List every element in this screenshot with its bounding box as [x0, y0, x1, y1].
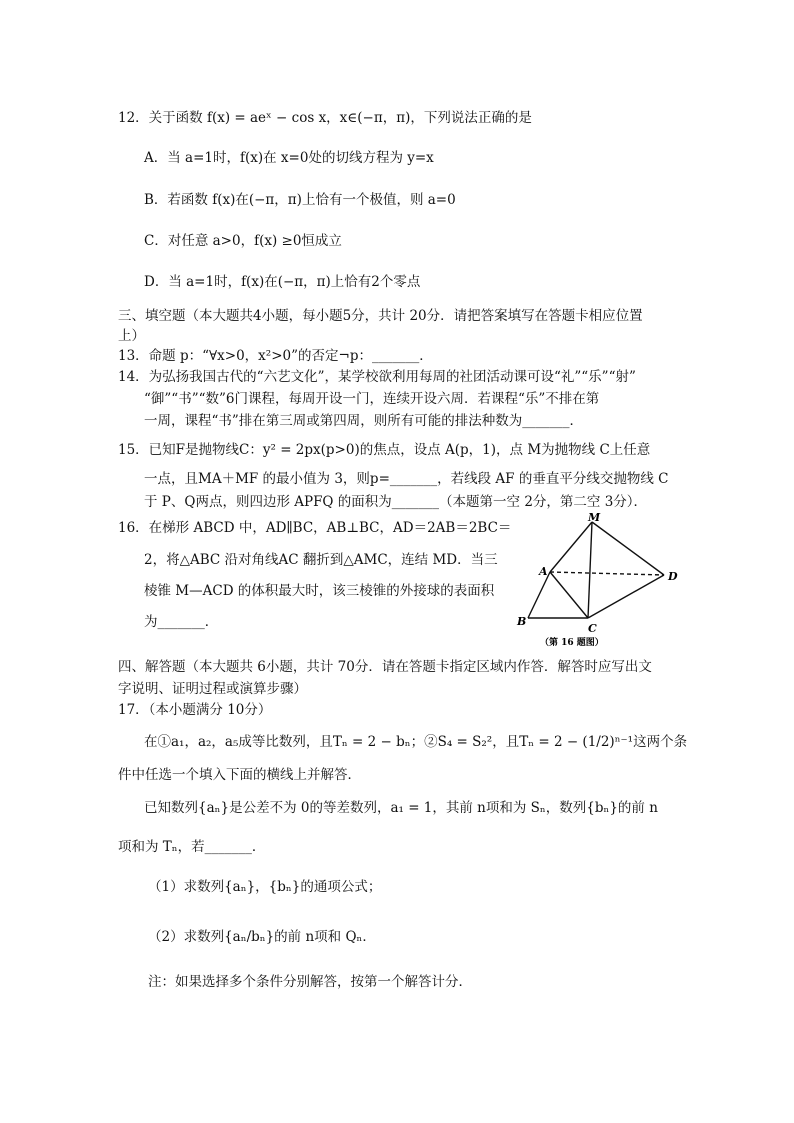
- section3-heading: 三、填空题（本大题共4小题，每小题5分，共计 20分．请把答案填写在答题卡相应位置: [118, 308, 643, 324]
- q16-line-4: 为_______．: [144, 614, 219, 630]
- q17-header: 17．（本小题满分 10分）: [118, 702, 272, 718]
- label-b: B: [517, 615, 527, 628]
- q17-choice-line-2: 件中任选一个填入下面的横线上并解答．: [118, 767, 361, 783]
- q16-line-1: 16．在梯形 ABCD 中，AD∥BC，AB⊥BC，AD＝2AB＝2BC＝: [118, 520, 512, 536]
- q17-given-2: 项和为 Tₙ，若_______．: [118, 839, 266, 855]
- q17-part-1: （1）求数列{aₙ}，{bₙ}的通项公式；: [148, 879, 382, 895]
- q15-line-1: 15．已知F是抛物线C：y² = 2px(p>0)的焦点，设点 A(p，1)，点 M为抛物线 C上任意: [118, 442, 651, 458]
- section4-heading-cont: 字说明、证明过程或演算步骤）: [118, 681, 307, 697]
- edge-mc: [588, 522, 592, 618]
- q13-text: 13．命题 p：“∀x>0，x²>0”的否定¬p：_______．: [118, 348, 433, 364]
- label-c: C: [588, 622, 597, 635]
- edge-ac: [550, 572, 588, 618]
- edge-md: [592, 522, 664, 575]
- q14-line-1: 14．为弘扬我国古代的“六艺文化”，某学校欲利用每周的社团活动课可设“礼”“乐”“射”: [118, 369, 636, 385]
- q16-line-2: 2，将△ABC 沿对角线AC 翻折到△AMC，连结 MD．当三: [144, 552, 498, 568]
- q12-option-b: B．若函数 f(x)在(−π，π)上恰有一个极值，则 a=0: [144, 192, 456, 208]
- q15-line-3: 于 P、Q两点，则四边形 APFQ 的面积为_______（本题第一空 2分，第二空 3分）．: [144, 494, 648, 510]
- label-m: M: [588, 512, 601, 524]
- figure-caption: （第 16 题图）: [540, 638, 604, 648]
- edge-ab: [528, 572, 550, 618]
- q14-line-2: “御”“书”“数”6门课程，每周开设一门，连续开设六周．若课程“乐”不排在第: [144, 391, 600, 407]
- q12-option-a: A．当 a=1时，f(x)在 x=0处的切线方程为 y=x: [144, 150, 434, 166]
- edge-cd: [588, 575, 664, 618]
- edge-ad-dashed: [550, 572, 664, 575]
- q14-line-3: 一周，课程“书”排在第三周或第四周，则所有可能的排法种数为_______．: [144, 413, 584, 429]
- edge-ma: [550, 522, 592, 572]
- label-d: D: [668, 570, 678, 583]
- section4-heading: 四、解答题（本大题共 6小题，共计 70分．请在答题卡指定区域内作答．解答时应写出文: [118, 659, 652, 675]
- q12-option-c: C．对任意 a>0，f(x) ≥0恒成立: [144, 233, 342, 249]
- q12-option-d: D．当 a=1时，f(x)在(−π，π)上恰有2个零点: [144, 274, 421, 290]
- q16-figure: [508, 512, 684, 648]
- q17-given-1: 已知数列{aₙ}是公差不为 0的等差数列，a₁ = 1，其前 n项和为 Sₙ，数列{bₙ}的前 n: [144, 800, 658, 816]
- q17-part-2: （2）求数列{aₙ/bₙ}的前 n项和 Qₙ．: [148, 929, 376, 945]
- q16-line-3: 棱锥 M—ACD 的体积最大时，该三棱锥的外接球的表面积: [144, 583, 495, 599]
- q12-stem: 12．关于函数 f(x) = aeˣ − cos x，x∈(−π，π)，下列说法正确的是: [118, 110, 532, 126]
- section3-heading-cont: 上）: [118, 328, 145, 344]
- q17-choice-line: 在①a₁，a₂，a₅成等比数列，且Tₙ = 2 − bₙ；②S₄ = S₂²，且Tₙ = 2 − (1/2)ⁿ⁻¹这两个条: [144, 734, 688, 750]
- q17-note: 注：如果选择多个条件分别解答，按第一个解答计分．: [148, 974, 472, 990]
- q15-line-2: 一点，且MA＋MF 的最小值为 3，则p=_______，若线段 AF 的垂直平分线交抛物线 C: [144, 471, 669, 487]
- label-a: A: [539, 565, 548, 578]
